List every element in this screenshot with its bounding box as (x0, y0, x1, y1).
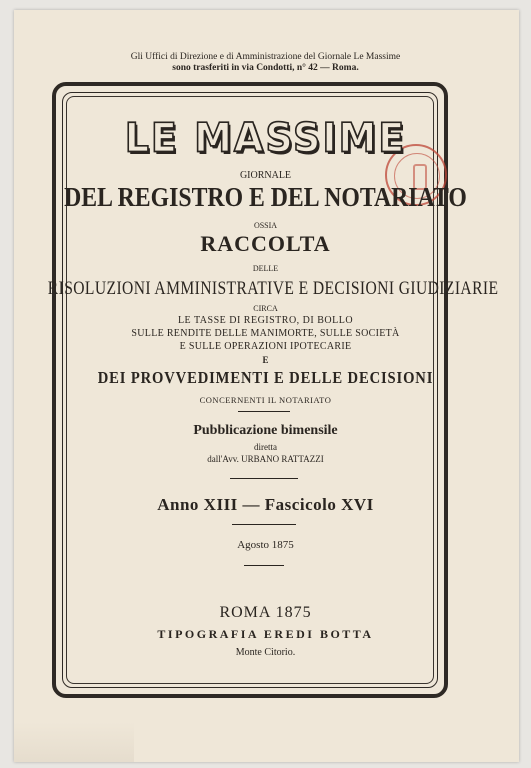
label-ossia: OSSIA (253, 221, 278, 230)
label-e: E (262, 355, 269, 365)
subject-tasse: LE TASSE DI REGISTRO, DI BOLLO (177, 315, 354, 326)
issue-anno-fascicolo: Anno XIII — Fascicolo XVI (157, 495, 374, 514)
subject-rendite: SULLE RENDITE DELLE MANIMORTE, SULLE SOCIETÀ (131, 328, 400, 339)
heading-raccolta: RACCOLTA (200, 231, 331, 256)
header-notice-line1: Gli Uffici di Direzione e di Amministrazione del Giornale Le Massime (130, 52, 401, 62)
imprint-city-year: ROMA 1875 (219, 604, 312, 621)
divider-rule (244, 565, 284, 566)
subtitle-giornale: GIORNALE (239, 170, 292, 181)
divider-rule (238, 411, 290, 412)
subtitle-registro: DEL REGISTRO E DEL NOTARIATO (64, 182, 467, 212)
imprint-address: Monte Citorio. (235, 647, 296, 658)
heading-provvedimenti: DEI PROVVEDIMENTI E DELLE DECISIONI (97, 368, 434, 387)
header-notice-line2: sono trasferiti in via Condotti, n° 42 — Roma. (172, 63, 359, 73)
divider-rule (230, 478, 298, 479)
imprint-printer: TIPOGRAFIA EREDI BOTTA (157, 627, 374, 641)
label-delle: DELLE (252, 264, 279, 273)
divider-rule (232, 524, 296, 525)
label-diretta: diretta (254, 442, 277, 452)
publication-frequency: Pubblicazione bimensile (193, 423, 338, 438)
heading-risoluzioni: RISOLUZIONI AMMINISTRATIVE E DECISIONI GIUDIZIARIE (47, 278, 499, 299)
subject-concernenti: CONCERNENTI IL NOTARIATO (199, 395, 332, 405)
issue-date: Agosto 1875 (237, 539, 294, 551)
publication-director: dall'Avv. URBANO RATTAZZI (207, 454, 324, 464)
masthead-title: LE MASSIME (124, 114, 407, 162)
label-circa: CIRCA (253, 304, 278, 313)
subject-operazioni: E SULLE OPERAZIONI IPOTECARIE (179, 341, 352, 352)
